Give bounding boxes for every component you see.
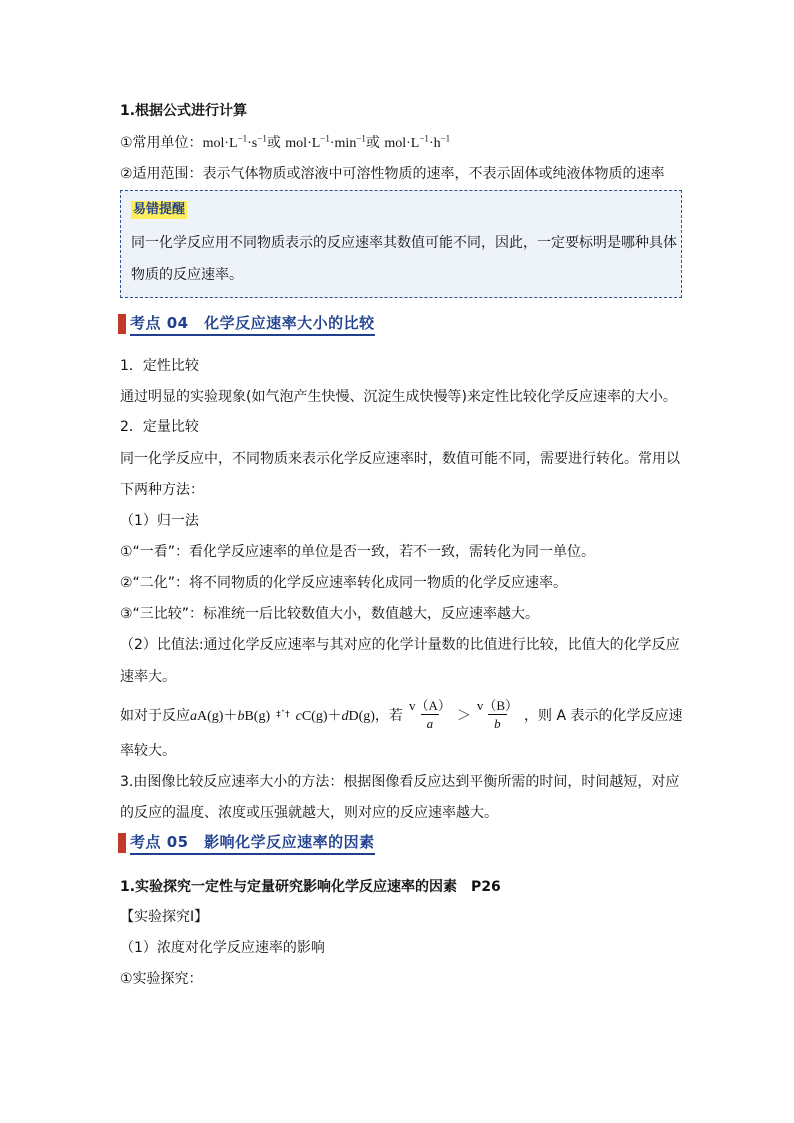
- heading-04: [118, 313, 375, 335]
- qualitative-heading: 1．定性比较: [120, 358, 199, 374]
- example-end: 率较大。: [120, 743, 176, 759]
- equilibrium-symbol: ‡ˆ†: [276, 710, 290, 720]
- qualitative-text: 通过明显的实验现象(如气泡产生快慢、沉淀生成快慢等)来定性比较化学反应速率的大小。: [120, 389, 677, 405]
- step-1: ①“一看”：看化学反应速率的单位是否一致，若不一致，需转化为同一单位。: [120, 544, 596, 560]
- reaction-products: cC(g)＋dD(g)，若: [295, 709, 403, 724]
- heading-04-text: 考点 04 化学反应速率大小的比较: [130, 313, 375, 336]
- experiment-title: 1.实验探究一定性与定量研究影响化学反应速率的因素 P26: [120, 879, 501, 895]
- reaction-equation: aA(g)＋bB(g): [190, 709, 271, 724]
- range-line: ②适用范围：表示气体物质或溶液中可溶性物质的速率，不表示固体或纯液体物质的速率: [120, 166, 665, 182]
- step-3: ③“三比较”：标准统一后比较数值大小，数值越大，反应速率越大。: [120, 606, 540, 622]
- unit-line: [120, 133, 450, 154]
- concentration-item: （1）浓度对化学反应速率的影响: [120, 940, 325, 956]
- example-suffix: ，则 A 表示的化学反应速: [524, 708, 683, 724]
- method-2-text-2: 速率大。: [120, 669, 176, 685]
- unit-2: $mol\cdot L^{-1}\cdot\min^{-1}$: [285, 133, 366, 151]
- method-1-heading: （1）归一法: [120, 513, 199, 529]
- tip-line-2: 物质的反应速率。: [131, 267, 243, 283]
- section-title-formula: 1.根据公式进行计算: [120, 103, 248, 119]
- tip-box: [120, 190, 682, 298]
- unit-or-1: 或: [266, 135, 286, 151]
- method-2-text-1: （2）比值法:通过化学反应速率与其对应的化学计量数的比值进行比较，比值大的化学反应: [120, 637, 680, 653]
- greater-than: ＞: [456, 708, 471, 724]
- ratio-b: $\frac{v(B)}{b}$: [476, 698, 518, 731]
- example-prefix: 如对于反应: [120, 708, 190, 724]
- quantitative-text-2: 下两种方法：: [120, 482, 204, 498]
- tip-title: 易错提醒: [133, 202, 186, 217]
- graph-method-2: 的反应的温度、浓度或压强就越大，则对应的反应速率越大。: [120, 805, 498, 821]
- heading-bar: [118, 833, 126, 853]
- graph-method-1: 3.由图像比较反应速率大小的方法：根据图像看反应达到平衡所需的时间，时间越短，对应: [120, 774, 680, 790]
- heading-05: [118, 832, 375, 854]
- unit-1: $mol\cdot L^{-1}\cdot s^{-1}$: [202, 133, 267, 151]
- unit-prefix: ①常用单位：: [120, 135, 203, 151]
- tip-line-1: 同一化学反应用不同物质表示的反应速率其数值可能不同，因此，一定要标明是哪种具体: [131, 235, 677, 251]
- unit-3: $mol\cdot L^{-1}\cdot h^{-1}$: [384, 133, 451, 151]
- heading-05-text: 考点 05 影响化学反应速率的因素: [130, 832, 375, 855]
- heading-bar: [118, 314, 126, 334]
- unit-or-2: 或: [365, 135, 385, 151]
- quantitative-heading: 2．定量比较: [120, 419, 199, 435]
- ratio-example: [120, 693, 682, 737]
- quantitative-text-1: 同一化学反应中，不同物质来表示化学反应速率时，数值可能不同，需要进行转化。常用以: [120, 451, 680, 467]
- experiment-bracket: 【实验探究Ⅰ】: [120, 909, 209, 925]
- ratio-a: $\frac{v(A)}{a}$: [408, 698, 451, 731]
- step-2: ②“二化”：将不同物质的化学反应速率转化成同一物质的化学反应速率。: [120, 575, 568, 591]
- experiment-item: ①实验探究：: [120, 971, 203, 987]
